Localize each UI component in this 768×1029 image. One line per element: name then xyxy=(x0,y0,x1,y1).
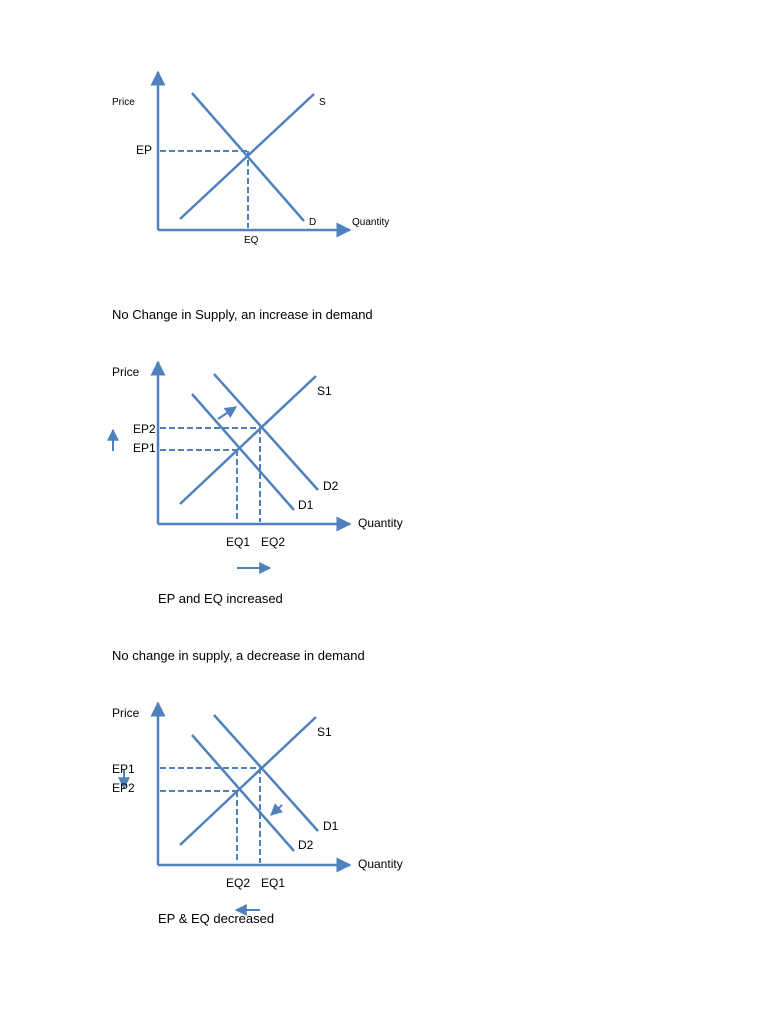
d2-label: D2 xyxy=(298,838,314,852)
demand-label: D xyxy=(309,217,317,228)
price-axis-label: Price xyxy=(112,365,140,379)
ep2-label: EP2 xyxy=(112,781,135,795)
price-axis-label: Price xyxy=(112,97,135,108)
ep2-label: EP2 xyxy=(133,422,156,436)
section-3-result: EP & EQ decreased xyxy=(158,911,275,926)
d1-label: D1 xyxy=(323,819,339,833)
d2-label: D2 xyxy=(323,479,339,493)
quantity-axis-label: Quantity xyxy=(358,857,403,871)
quantity-axis-label: Quantity xyxy=(352,217,390,228)
supply-label: S xyxy=(319,97,326,108)
eq1-label: EQ1 xyxy=(261,876,286,890)
section-2-caption: No Change in Supply, an increase in demand xyxy=(112,307,373,322)
diagram-1-basic-equilibrium xyxy=(112,72,389,246)
diagram-3-demand-decrease xyxy=(112,703,403,926)
section-2-result: EP and EQ increased xyxy=(158,591,283,606)
demand-curve-d2 xyxy=(214,374,318,490)
demand-shift-arrow-icon xyxy=(218,407,236,419)
ep1-label: EP1 xyxy=(112,762,135,776)
s1-label: S1 xyxy=(317,384,332,398)
s1-label: S1 xyxy=(317,725,332,739)
eq2-label: EQ2 xyxy=(226,876,251,890)
ep-label: EP xyxy=(136,143,153,157)
quantity-axis-label: Quantity xyxy=(358,516,403,530)
price-axis-label: Price xyxy=(112,706,140,720)
supply-curve-s1 xyxy=(180,376,316,504)
demand-curve-d1 xyxy=(214,715,318,831)
demand-shift-arrow-icon xyxy=(271,805,282,815)
d1-label: D1 xyxy=(298,498,314,512)
eq1-label: EQ1 xyxy=(226,535,251,549)
eq2-label: EQ2 xyxy=(261,535,286,549)
eq-label: EQ xyxy=(244,235,259,246)
ep1-label: EP1 xyxy=(133,441,156,455)
section-3-caption: No change in supply, a decrease in demand xyxy=(112,648,365,663)
diagram-2-demand-increase xyxy=(112,362,403,606)
supply-curve-s1 xyxy=(180,717,316,845)
